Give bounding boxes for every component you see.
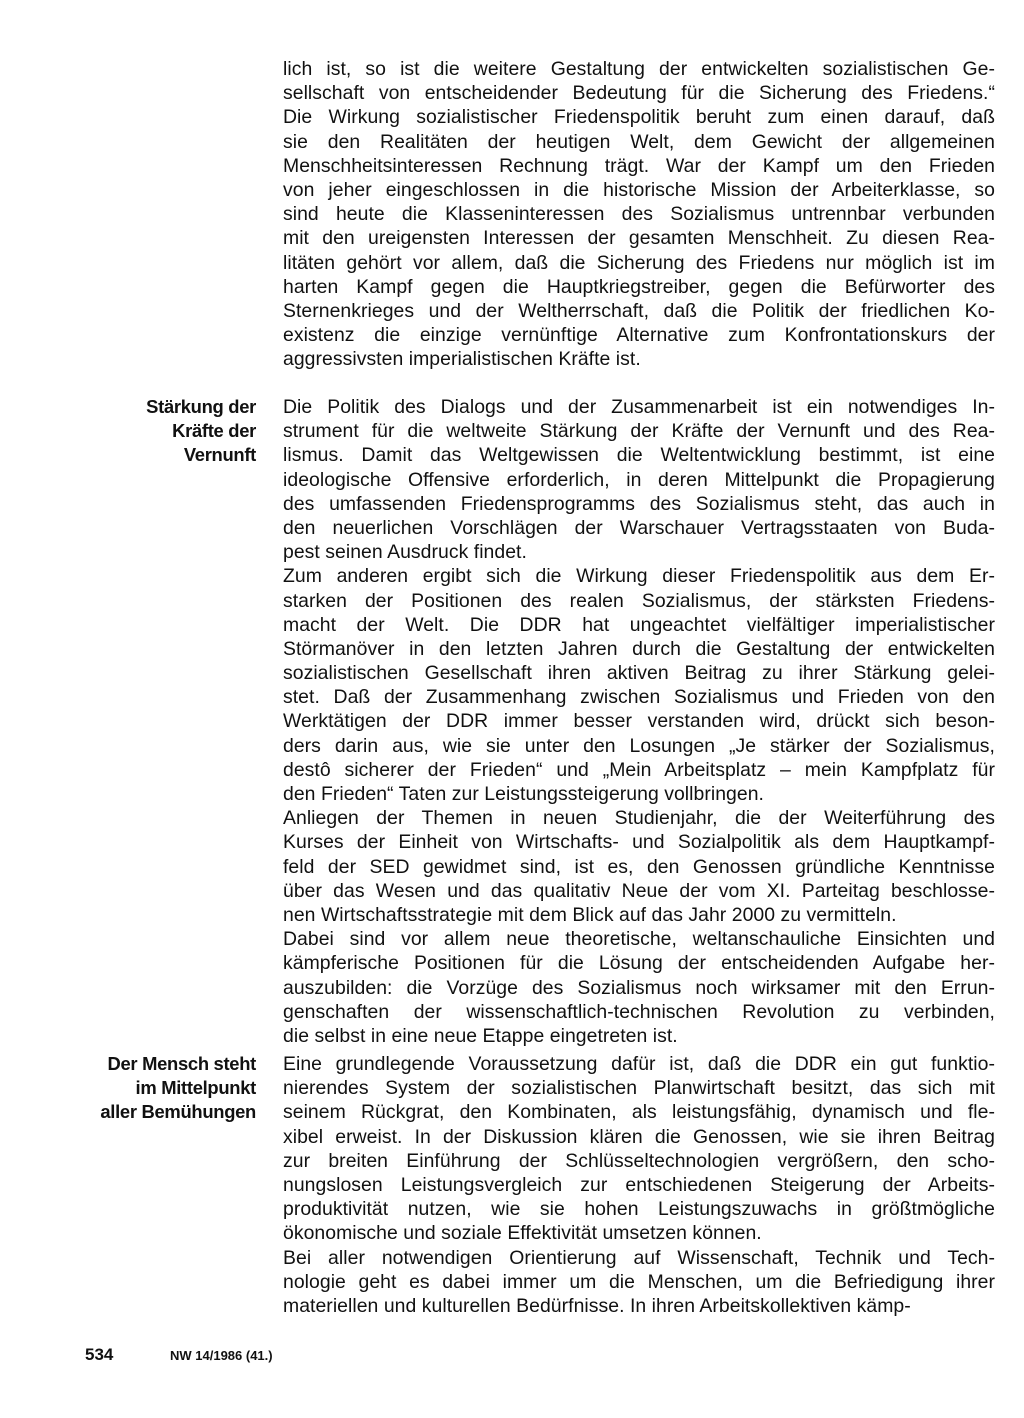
text-line: Sternenkrieges und der Weltherrschaft, daß die Politik der friedlichen Ko- xyxy=(283,299,995,322)
text-line: existenz die einzige vernünftige Alternative zum Konfrontationskurs der xyxy=(283,324,995,347)
text-line: ökonomische und soziale Effektivität umsetzen können. xyxy=(283,1222,762,1245)
text-line: nen Wirtschaftsstrategie mit dem Blick auf das Jahr 2000 zu vermitteln. xyxy=(283,903,897,926)
text-line: des umfassenden Friedensprogramms des Sozialismus steht, das auch in xyxy=(283,492,995,515)
text-line: Bei aller notwendigen Orientierung auf Wissenschaft, Technik und Tech- xyxy=(283,1246,995,1269)
text-line: seinem Rückgrat, den Kombinaten, als leistungsfähig, dynamisch und fle- xyxy=(283,1101,995,1124)
text-line: Eine grundlegende Voraussetzung dafür ist, daß die DDR ein gut funktio- xyxy=(283,1053,995,1075)
text-line: Werktätigen der DDR immer besser verstanden wird, drückt sich beson- xyxy=(283,710,995,733)
text-line: sozialistischen Gesellschaft ihren aktiven Beitrag zu ihrer Stärkung gelei- xyxy=(283,662,995,685)
text-line: strument für die weltweite Stärkung der Kräfte der Vernunft und des Rea- xyxy=(283,420,995,443)
text-line: nungslosen Leistungsvergleich zur entschiedenen Steigerung der Arbeits- xyxy=(283,1173,995,1196)
text-line: sie den Realitäten der heutigen Welt, dem Gewicht der allgemeinen xyxy=(283,130,995,153)
text-line: Zum anderen ergibt sich die Wirkung dieser Friedenspolitik aus dem Er- xyxy=(283,565,995,588)
text-line: die selbst in eine neue Etappe eingetreten ist. xyxy=(283,1024,678,1047)
margin-heading-line: aller Bemühungen xyxy=(100,1101,256,1123)
text-line: Dabei sind vor allem neue theoretische, weltanschauliche Einsichten und xyxy=(283,928,995,951)
margin-heading-mensch xyxy=(56,1052,256,1125)
margin-heading-staerkung xyxy=(56,395,256,468)
margin-heading-line: Kräfte der xyxy=(172,420,256,442)
text-line: starken der Positionen des realen Sozialismus, der stärksten Friedens- xyxy=(283,589,995,612)
text-line: ideologische Offensive erforderlich, in deren Mittelpunkt die Propagierung xyxy=(283,468,995,491)
text-line: kämpferische Positionen für die Lösung der entscheidenden Aufgabe her- xyxy=(283,952,995,975)
page-number: 534 xyxy=(85,1345,114,1364)
paragraph-block-2 xyxy=(283,395,995,1048)
text-line: über das Wesen und das qualitativ Neue der vom XI. Parteitag beschlosse- xyxy=(283,879,995,902)
paragraph-block-1 xyxy=(283,57,995,371)
text-line: stet. Daß der Zusammenhang zwischen Sozialismus und Frieden von den xyxy=(283,686,995,709)
text-line: destô sicherer der Frieden“ und „Mein Arbeitsplatz – mein Kampfplatz für xyxy=(283,758,995,781)
text-line: produktivität nutzen, wie sie hohen Leistungszuwachs in größtmögliche xyxy=(283,1198,995,1221)
margin-heading-line: im Mittelpunkt xyxy=(135,1077,256,1099)
text-line: nierendes System der sozialistischen Planwirtschaft besitzt, das sich mit xyxy=(283,1077,995,1100)
text-line: Die Wirkung sozialistischer Friedenspolitik beruht zum einen darauf, daß xyxy=(283,106,995,129)
text-line: von jeher eingeschlossen in die historische Mission der Arbeiterklasse, so xyxy=(283,178,995,201)
text-line: lismus. Damit das Weltgewissen die Weltentwicklung bestimmt, ist eine xyxy=(283,444,995,467)
text-line: lich ist, so ist die weitere Gestaltung der entwickelten sozialistischen Ge- xyxy=(283,58,995,80)
text-line: Menschheitsinteressen Rechnung trägt. War der Kampf um den Frieden xyxy=(283,154,995,177)
text-line: den neuerlichen Vorschlägen der Warschauer Vertragsstaaten von Buda- xyxy=(283,516,995,539)
text-line: Kurses der Einheit von Wirtschafts- und Sozialpolitik als dem Hauptkampf- xyxy=(283,831,995,854)
text-line: genschaften der wissenschaftlich-technischen Revolution zu verbinden, xyxy=(283,1000,995,1023)
text-line: den Frieden“ Taten zur Leistungssteigerung vollbringen. xyxy=(283,783,764,805)
text-line: Störmanöver in den letzten Jahren durch die Gestaltung der entwickelten xyxy=(283,637,995,660)
margin-heading-line: Vernunft xyxy=(183,444,256,466)
text-line: Anliegen der Themen in neuen Studienjahr, die der Weiterführung des xyxy=(283,807,995,830)
margin-heading-line: Stärkung der xyxy=(146,396,256,417)
text-line: pest seinen Ausdruck findet. xyxy=(283,541,527,564)
text-line: Die Politik des Dialogs und der Zusammenarbeit ist ein notwendiges In- xyxy=(283,396,995,418)
text-line: materiellen und kulturellen Bedürfnisse. In ihren Arbeitskollektiven kämp- xyxy=(283,1294,911,1317)
text-line: litäten gehört vor allem, daß die Sicherung des Friedens nur möglich ist im xyxy=(283,251,995,274)
text-line: feld der SED gewidmet sind, ist es, den Genossen gründliche Kenntnisse xyxy=(283,855,995,878)
text-line: zur breiten Einführung der Schlüsseltechnologien vergrößern, den scho- xyxy=(283,1149,995,1172)
text-line: xibel erweist. In der Diskussion klären die Genossen, wie sie ihren Beitrag xyxy=(283,1125,995,1148)
text-line: aggressivsten imperialistischen Kräfte ist. xyxy=(283,348,641,371)
text-line: macht der Welt. Die DDR hat ungeachtet vielfältiger imperialistischer xyxy=(283,613,995,636)
margin-heading-line: Der Mensch steht xyxy=(107,1053,256,1074)
text-line: sellschaft von entscheidender Bedeutung für die Sicherung des Friedens.“ xyxy=(283,82,995,105)
text-line: auszubilden: die Vorzüge des Sozialismus noch wirksamer mit den Errun- xyxy=(283,976,995,999)
text-line: nologie geht es dabei immer um die Menschen, um die Befriedigung ihrer xyxy=(283,1270,995,1293)
journal-reference: NW 14/1986 (41.) xyxy=(170,1348,273,1363)
text-line: ders darin aus, wie sie unter den Losungen „Je stärker der Sozialismus, xyxy=(283,734,995,757)
paragraph-block-3 xyxy=(283,1052,995,1318)
text-line: harten Kampf gegen die Hauptkriegstreiber, gegen die Befürworter des xyxy=(283,275,995,298)
text-line: sind heute die Klasseninteressen des Sozialismus untrennbar verbunden xyxy=(283,203,995,226)
text-line: mit den ureigensten Interessen der gesamten Menschheit. Zu diesen Rea- xyxy=(283,227,995,250)
